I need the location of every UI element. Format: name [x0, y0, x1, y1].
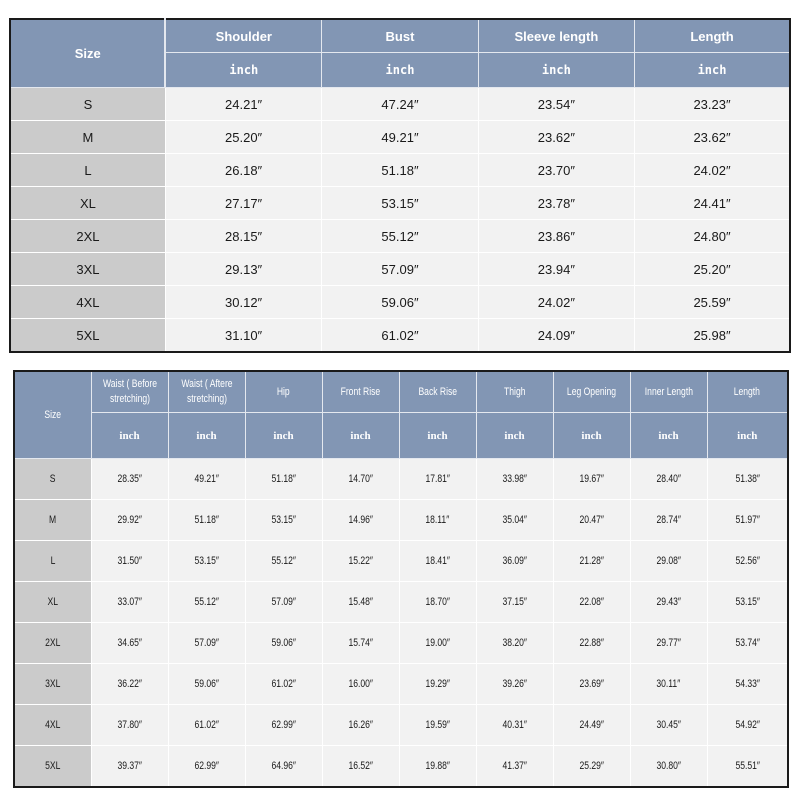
measurement-cell	[476, 746, 553, 788]
measurement-value: 36.09″	[502, 555, 527, 567]
measurement-cell: 61.02″	[322, 319, 478, 353]
column-header-label: Inner Length	[644, 385, 693, 398]
measurement-cell: 30.12″	[165, 286, 321, 319]
measurement-cell	[630, 541, 707, 582]
measurement-cell: 24.09″	[478, 319, 634, 353]
measurement-cell: 23.54″	[478, 88, 634, 121]
measurement-value: 16.52″	[348, 760, 373, 772]
size-cell	[14, 664, 91, 705]
measurement-cell	[476, 459, 553, 500]
table-row	[14, 541, 788, 582]
table-row	[14, 623, 788, 664]
column-header-label: Front Rise	[340, 385, 381, 398]
measurement-cell	[553, 664, 630, 705]
unit-label: inch	[707, 413, 788, 459]
measurement-value: 51.18″	[194, 514, 219, 526]
measurement-value: 38.20″	[502, 637, 527, 649]
size-label: L	[50, 555, 56, 567]
measurement-value: 33.07″	[117, 596, 142, 608]
table-row	[14, 746, 788, 788]
measurement-cell: 25.59″	[635, 286, 790, 319]
measurement-value: 21.28″	[579, 555, 604, 567]
unit-label: inch	[635, 53, 790, 88]
measurement-cell: 23.62″	[635, 121, 790, 154]
measurement-value: 17.81″	[425, 473, 450, 485]
measurement-cell	[630, 582, 707, 623]
unit-label: inch	[553, 413, 630, 459]
size-header	[14, 371, 91, 459]
measurement-value: 54.92″	[734, 719, 760, 731]
measurement-value: 19.88″	[425, 760, 450, 772]
measurement-value: 34.65″	[117, 637, 142, 649]
measurement-value: 15.48″	[348, 596, 373, 608]
measurement-cell: 57.09″	[322, 253, 478, 286]
size-label: 3XL	[45, 678, 61, 690]
measurement-value: 41.37″	[502, 760, 527, 772]
measurement-value: 14.96″	[348, 514, 373, 526]
measurement-cell	[91, 500, 168, 541]
measurement-cell	[168, 500, 245, 541]
measurement-value: 22.08″	[579, 596, 604, 608]
measurement-value: 29.43″	[656, 596, 681, 608]
size-header: Size	[10, 19, 165, 88]
measurement-cell: 23.94″	[478, 253, 634, 286]
measurement-cell	[476, 500, 553, 541]
measurement-cell	[168, 623, 245, 664]
measurement-value: 49.21″	[194, 473, 219, 485]
unit-label: inch	[168, 413, 245, 459]
measurement-value: 18.70″	[425, 596, 450, 608]
measurement-cell: 25.98″	[635, 319, 790, 353]
column-header-bust: Bust	[322, 19, 478, 53]
measurement-cell	[322, 664, 399, 705]
size-cell	[14, 746, 91, 788]
measurement-cell: 59.06″	[322, 286, 478, 319]
measurement-cell: 26.18″	[165, 154, 321, 187]
measurement-cell	[91, 746, 168, 788]
size-cell	[14, 459, 91, 500]
measurement-value: 61.02″	[271, 678, 296, 690]
measurement-cell	[399, 582, 476, 623]
measurement-cell	[168, 541, 245, 582]
measurement-cell	[707, 623, 788, 664]
size-label: 4XL	[45, 719, 61, 731]
unit-label: inch	[630, 413, 707, 459]
column-header-label: Hip	[277, 385, 290, 398]
measurement-value: 16.26″	[348, 719, 373, 731]
measurement-value: 15.22″	[348, 555, 373, 567]
column-header-length: Length	[635, 19, 790, 53]
table-row	[10, 154, 790, 187]
measurement-cell	[91, 664, 168, 705]
measurement-cell	[245, 746, 322, 788]
measurement-cell	[553, 705, 630, 746]
measurement-cell	[245, 459, 322, 500]
measurement-cell: 25.20″	[635, 253, 790, 286]
measurement-value: 62.99″	[194, 760, 219, 772]
measurement-value: 40.31″	[502, 719, 527, 731]
measurement-value: 53.74″	[734, 637, 760, 649]
measurement-cell	[245, 664, 322, 705]
size-cell: 5XL	[10, 319, 165, 353]
measurement-cell: 23.86″	[478, 220, 634, 253]
measurement-cell	[322, 541, 399, 582]
measurement-cell	[553, 746, 630, 788]
measurement-cell	[322, 459, 399, 500]
measurement-cell	[168, 746, 245, 788]
measurement-cell: 24.02″	[478, 286, 634, 319]
measurement-cell	[476, 664, 553, 705]
size-cell	[14, 705, 91, 746]
measurement-cell	[553, 541, 630, 582]
measurement-cell	[707, 459, 788, 500]
size-label: 2XL	[45, 637, 61, 649]
measurement-cell: 23.62″	[478, 121, 634, 154]
measurement-cell	[553, 500, 630, 541]
measurement-cell	[245, 705, 322, 746]
table-row	[10, 286, 790, 319]
measurement-cell: 27.17″	[165, 187, 321, 220]
size-cell: 4XL	[10, 286, 165, 319]
measurement-cell: 51.18″	[322, 154, 478, 187]
column-header-label: Back Rise	[418, 385, 457, 398]
bottom-size-table	[13, 370, 789, 788]
measurement-value: 31.50″	[117, 555, 142, 567]
measurement-cell	[476, 582, 553, 623]
measurement-value: 15.74″	[348, 637, 373, 649]
measurement-cell	[322, 623, 399, 664]
unit-label: inch	[322, 53, 478, 88]
measurement-cell	[399, 705, 476, 746]
measurement-cell	[322, 705, 399, 746]
measurement-value: 62.99″	[271, 719, 296, 731]
size-cell: XL	[10, 187, 165, 220]
size-cell: 3XL	[10, 253, 165, 286]
measurement-cell	[91, 705, 168, 746]
size-cell: 2XL	[10, 220, 165, 253]
measurement-cell: 24.80″	[635, 220, 790, 253]
measurement-value: 19.67″	[579, 473, 604, 485]
measurement-value: 37.80″	[117, 719, 142, 731]
measurement-value: 18.41″	[425, 555, 450, 567]
column-header-leg-opening	[553, 371, 630, 413]
measurement-cell: 29.13″	[165, 253, 321, 286]
column-header-label: Leg Opening	[566, 385, 617, 398]
measurement-cell	[553, 623, 630, 664]
top-size-table	[9, 18, 791, 353]
measurement-value: 30.45″	[656, 719, 681, 731]
size-cell	[14, 541, 91, 582]
measurement-cell	[630, 746, 707, 788]
measurement-value: 19.00″	[425, 637, 450, 649]
table-row	[14, 582, 788, 623]
measurement-cell	[707, 541, 788, 582]
measurement-value: 22.88″	[579, 637, 604, 649]
measurement-cell	[476, 541, 553, 582]
measurement-value: 53.15″	[734, 596, 760, 608]
measurement-cell	[553, 459, 630, 500]
table-row	[14, 500, 788, 541]
measurement-cell	[630, 705, 707, 746]
measurement-value: 54.33″	[734, 678, 760, 690]
measurement-cell	[168, 582, 245, 623]
measurement-cell	[399, 500, 476, 541]
column-header-length	[707, 371, 788, 413]
measurement-cell	[399, 459, 476, 500]
column-header-label: Waist ( Aftere stretching)	[180, 378, 233, 405]
measurement-value: 39.26″	[502, 678, 527, 690]
measurement-cell: 47.24″	[322, 88, 478, 121]
measurement-value: 18.11″	[425, 514, 450, 526]
measurement-value: 52.56″	[734, 555, 760, 567]
measurement-cell: 28.15″	[165, 220, 321, 253]
measurement-cell	[322, 582, 399, 623]
measurement-value: 64.96″	[271, 760, 296, 772]
measurement-value: 51.18″	[271, 473, 296, 485]
table-row	[14, 664, 788, 705]
measurement-value: 20.47″	[579, 514, 604, 526]
measurement-cell	[91, 459, 168, 500]
column-header-shoulder: Shoulder	[165, 19, 321, 53]
measurement-cell: 25.20″	[165, 121, 321, 154]
measurement-value: 57.09″	[271, 596, 296, 608]
measurement-value: 28.35″	[117, 473, 142, 485]
bottom-table-body	[14, 459, 788, 788]
measurement-value: 30.11″	[656, 678, 681, 690]
measurement-cell	[168, 705, 245, 746]
table-row	[10, 88, 790, 121]
size-cell: S	[10, 88, 165, 121]
unit-label: inch	[322, 413, 399, 459]
size-cell: L	[10, 154, 165, 187]
column-header-waist-before-stretching	[91, 371, 168, 413]
unit-label: inch	[165, 53, 321, 88]
measurement-cell: 24.02″	[635, 154, 790, 187]
measurement-value: 29.77″	[656, 637, 681, 649]
size-header-label: Size	[44, 409, 62, 421]
column-header-label: Thigh	[503, 385, 526, 398]
table-row	[10, 187, 790, 220]
measurement-value: 39.37″	[117, 760, 142, 772]
measurement-cell	[707, 746, 788, 788]
column-header-waist-after-stretching	[168, 371, 245, 413]
column-header-front-rise	[322, 371, 399, 413]
measurement-value: 55.12″	[271, 555, 296, 567]
measurement-cell	[707, 705, 788, 746]
column-header-label: Waist ( Before stretching)	[102, 378, 157, 405]
measurement-cell	[168, 664, 245, 705]
unit-label: inch	[245, 413, 322, 459]
measurement-cell	[630, 500, 707, 541]
column-header-hip	[245, 371, 322, 413]
measurement-cell	[476, 705, 553, 746]
size-label: 5XL	[45, 760, 61, 772]
column-header-label: Length	[734, 385, 761, 398]
measurement-cell	[707, 582, 788, 623]
measurement-value: 35.04″	[502, 514, 527, 526]
measurement-cell: 55.12″	[322, 220, 478, 253]
measurement-cell: 53.15″	[322, 187, 478, 220]
measurement-cell	[91, 541, 168, 582]
measurement-value: 29.08″	[656, 555, 681, 567]
measurement-value: 51.38″	[734, 473, 760, 485]
measurement-value: 28.40″	[656, 473, 681, 485]
measurement-cell	[399, 541, 476, 582]
measurement-cell	[707, 500, 788, 541]
measurement-value: 19.29″	[425, 678, 450, 690]
measurement-value: 59.06″	[271, 637, 296, 649]
size-cell	[14, 623, 91, 664]
measurement-value: 36.22″	[117, 678, 142, 690]
unit-label: inch	[476, 413, 553, 459]
measurement-value: 16.00″	[348, 678, 373, 690]
measurement-cell	[245, 500, 322, 541]
column-header-inner-length	[630, 371, 707, 413]
measurement-value: 55.12″	[194, 596, 219, 608]
column-header-thigh	[476, 371, 553, 413]
measurement-cell	[707, 664, 788, 705]
measurement-cell	[399, 664, 476, 705]
measurement-value: 59.06″	[194, 678, 219, 690]
measurement-value: 19.59″	[425, 719, 450, 731]
size-cell	[14, 500, 91, 541]
unit-label: inch	[478, 53, 634, 88]
measurement-cell: 24.41″	[635, 187, 790, 220]
measurement-cell	[399, 746, 476, 788]
measurement-cell	[630, 664, 707, 705]
table-row	[10, 220, 790, 253]
measurement-cell: 49.21″	[322, 121, 478, 154]
measurement-value: 14.70″	[348, 473, 373, 485]
measurement-cell	[630, 459, 707, 500]
measurement-cell	[322, 500, 399, 541]
measurement-cell	[168, 459, 245, 500]
size-label: XL	[47, 596, 59, 608]
measurement-value: 28.74″	[656, 514, 681, 526]
measurement-cell	[630, 623, 707, 664]
measurement-cell: 23.23″	[635, 88, 790, 121]
measurement-cell	[245, 623, 322, 664]
measurement-cell	[245, 582, 322, 623]
measurement-value: 61.02″	[194, 719, 219, 731]
table-row	[10, 319, 790, 353]
measurement-cell	[91, 623, 168, 664]
top-table-body	[10, 88, 790, 353]
measurement-value: 25.29″	[579, 760, 604, 772]
measurement-value: 37.15″	[502, 596, 527, 608]
measurement-cell: 23.70″	[478, 154, 634, 187]
measurement-value: 51.97″	[734, 514, 760, 526]
column-header-back-rise	[399, 371, 476, 413]
measurement-value: 57.09″	[194, 637, 219, 649]
measurement-value: 53.15″	[271, 514, 296, 526]
measurement-cell	[91, 582, 168, 623]
measurement-cell: 24.21″	[165, 88, 321, 121]
unit-label: inch	[399, 413, 476, 459]
size-cell	[14, 582, 91, 623]
measurement-value: 55.51″	[734, 760, 760, 772]
unit-label: inch	[91, 413, 168, 459]
table-row	[10, 121, 790, 154]
measurement-cell	[245, 541, 322, 582]
table-row	[14, 459, 788, 500]
measurement-value: 29.92″	[117, 514, 142, 526]
measurement-cell: 23.78″	[478, 187, 634, 220]
measurement-cell	[553, 582, 630, 623]
measurement-cell	[322, 746, 399, 788]
column-header-sleeve-length: Sleeve length	[478, 19, 634, 53]
measurement-value: 33.98″	[502, 473, 527, 485]
measurement-cell: 31.10″	[165, 319, 321, 353]
measurement-value: 24.49″	[579, 719, 604, 731]
measurement-value: 23.69″	[579, 678, 604, 690]
measurement-cell	[476, 623, 553, 664]
table-row	[10, 253, 790, 286]
measurement-cell	[399, 623, 476, 664]
size-cell: M	[10, 121, 165, 154]
measurement-value: 53.15″	[194, 555, 219, 567]
measurement-value: 30.80″	[656, 760, 681, 772]
size-label: M	[49, 514, 57, 526]
table-row	[14, 705, 788, 746]
size-label: S	[49, 473, 56, 485]
